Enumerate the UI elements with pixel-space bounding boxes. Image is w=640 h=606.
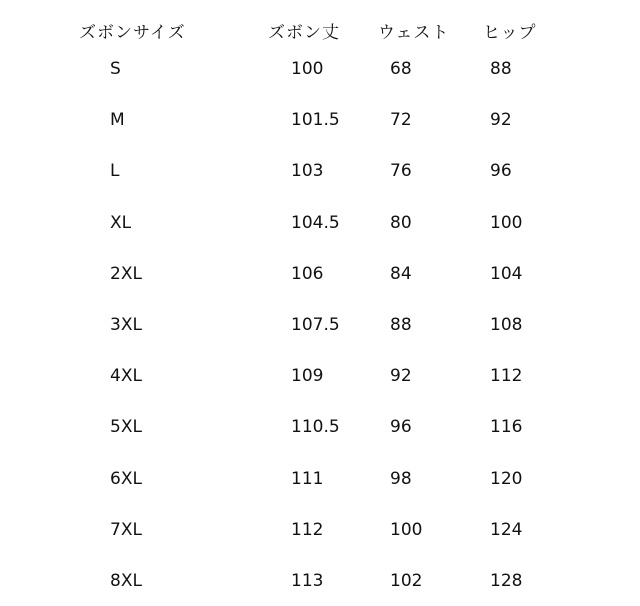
header-pants-size: ズボンサイズ xyxy=(79,23,186,43)
cell-size: L xyxy=(110,161,120,181)
cell-size: XL xyxy=(110,213,132,233)
table-row xyxy=(0,515,640,545)
table-row xyxy=(0,464,640,494)
header-hip: ヒップ xyxy=(483,23,537,43)
cell-waist: 92 xyxy=(390,366,412,386)
cell-length: 104.5 xyxy=(291,213,340,233)
cell-size: 6XL xyxy=(110,469,142,489)
cell-hip: 120 xyxy=(490,469,523,489)
cell-waist: 88 xyxy=(390,315,412,335)
cell-size: 7XL xyxy=(110,520,142,540)
cell-hip: 100 xyxy=(490,213,523,233)
cell-hip: 108 xyxy=(490,315,523,335)
cell-length: 112 xyxy=(291,520,324,540)
cell-waist: 98 xyxy=(390,469,412,489)
cell-size: S xyxy=(110,59,121,79)
cell-length: 106 xyxy=(291,264,324,284)
cell-size: 3XL xyxy=(110,315,142,335)
cell-length: 100 xyxy=(291,59,324,79)
cell-hip: 88 xyxy=(490,59,512,79)
cell-waist: 68 xyxy=(390,59,412,79)
cell-waist: 76 xyxy=(390,161,412,181)
table-row xyxy=(0,361,640,391)
cell-hip: 96 xyxy=(490,161,512,181)
cell-waist: 100 xyxy=(390,520,423,540)
cell-hip: 128 xyxy=(490,571,523,591)
cell-waist: 80 xyxy=(390,213,412,233)
cell-hip: 112 xyxy=(490,366,523,386)
table-row xyxy=(0,54,640,84)
table-row xyxy=(0,566,640,596)
cell-size: 4XL xyxy=(110,366,142,386)
cell-hip: 92 xyxy=(490,110,512,130)
cell-length: 101.5 xyxy=(291,110,340,130)
cell-waist: 102 xyxy=(390,571,423,591)
cell-length: 111 xyxy=(291,469,324,489)
table-row xyxy=(0,105,640,135)
cell-length: 103 xyxy=(291,161,324,181)
cell-size: 8XL xyxy=(110,571,142,591)
table-row xyxy=(0,259,640,289)
header-pants-length: ズボン丈 xyxy=(268,23,340,43)
cell-hip: 104 xyxy=(490,264,523,284)
cell-length: 113 xyxy=(291,571,324,591)
cell-length: 110.5 xyxy=(291,417,340,437)
header-waist: ウェスト xyxy=(378,23,450,43)
cell-length: 107.5 xyxy=(291,315,340,335)
cell-size: 5XL xyxy=(110,417,142,437)
cell-size: 2XL xyxy=(110,264,142,284)
table-row xyxy=(0,156,640,186)
cell-waist: 72 xyxy=(390,110,412,130)
cell-waist: 96 xyxy=(390,417,412,437)
table-row xyxy=(0,412,640,442)
table-header-row xyxy=(0,18,640,48)
cell-size: M xyxy=(110,110,125,130)
cell-hip: 124 xyxy=(490,520,523,540)
table-row xyxy=(0,310,640,340)
table-row xyxy=(0,208,640,238)
cell-waist: 84 xyxy=(390,264,412,284)
cell-length: 109 xyxy=(291,366,324,386)
cell-hip: 116 xyxy=(490,417,523,437)
